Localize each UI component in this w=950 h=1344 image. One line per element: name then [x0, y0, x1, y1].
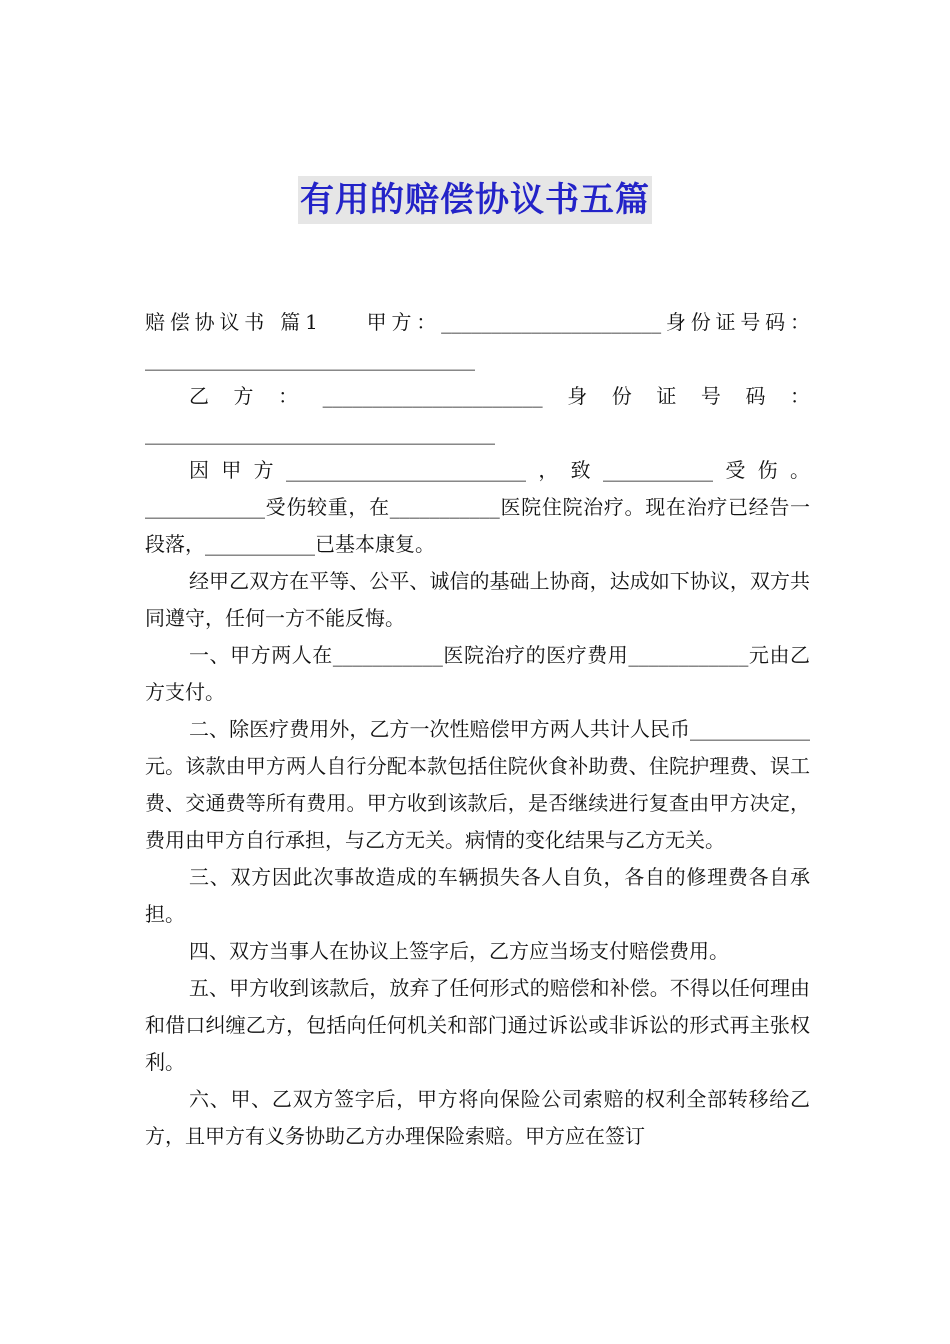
paragraph-7: 三、双方因此次事故造成的车辆损失各人自负，各自的修理费各自承担。: [145, 865, 810, 926]
paragraph-4: 经甲乙双方在平等、公平、诚信的基础上协商，达成如下协议，双方共同遵守，任何一方不能反悔。: [145, 569, 810, 630]
paragraph-6: 二、除医疗费用外，乙方一次性赔偿甲方两人共计人民币____________元。该款由甲方两人自行分配本款包括住院伙食补助费、住院护理费、误工费、交通费等所有费用。甲方收到该款后，是否继续进行复查由甲方决定，费用由甲方自行承担，与乙方无关。病情的变化结果与乙方无关。: [145, 717, 810, 852]
document-body: [145, 304, 810, 1155]
title-text: 有用的赔偿协议书五篇: [298, 176, 652, 224]
section-heading: 赔偿协议书 篇1: [145, 310, 318, 334]
paragraph-1-text: 甲方：______________________身份证号码：_________________________________: [145, 310, 810, 371]
paragraph-5: 一、甲方两人在___________医院治疗的医疗费用____________元由乙方支付。: [145, 643, 810, 704]
paragraph-1: [145, 304, 810, 378]
paragraph-2: 乙方：______________________身份证号码：___________________________________: [145, 384, 810, 445]
paragraph-8: 四、双方当事人在协议上签字后，乙方应当场支付赔偿费用。: [189, 939, 729, 963]
paragraph-10: 六、甲、乙双方签字后，甲方将向保险公司索赔的权利全部转移给乙方，且甲方有义务协助乙方办理保险索赔。甲方应在签订: [145, 1087, 810, 1148]
document-title: [0, 176, 950, 224]
paragraph-9: 五、甲方收到该款后，放弃了任何形式的赔偿和补偿。不得以任何理由和借口纠缠乙方，包括向任何机关和部门通过诉讼或非诉讼的形式再主张权利。: [145, 976, 810, 1074]
paragraph-3: 因甲方________________________，致___________受伤。____________受伤较重，在___________医院住院治疗。现在治疗已经告一段落，___________已基本康复。: [145, 458, 810, 556]
